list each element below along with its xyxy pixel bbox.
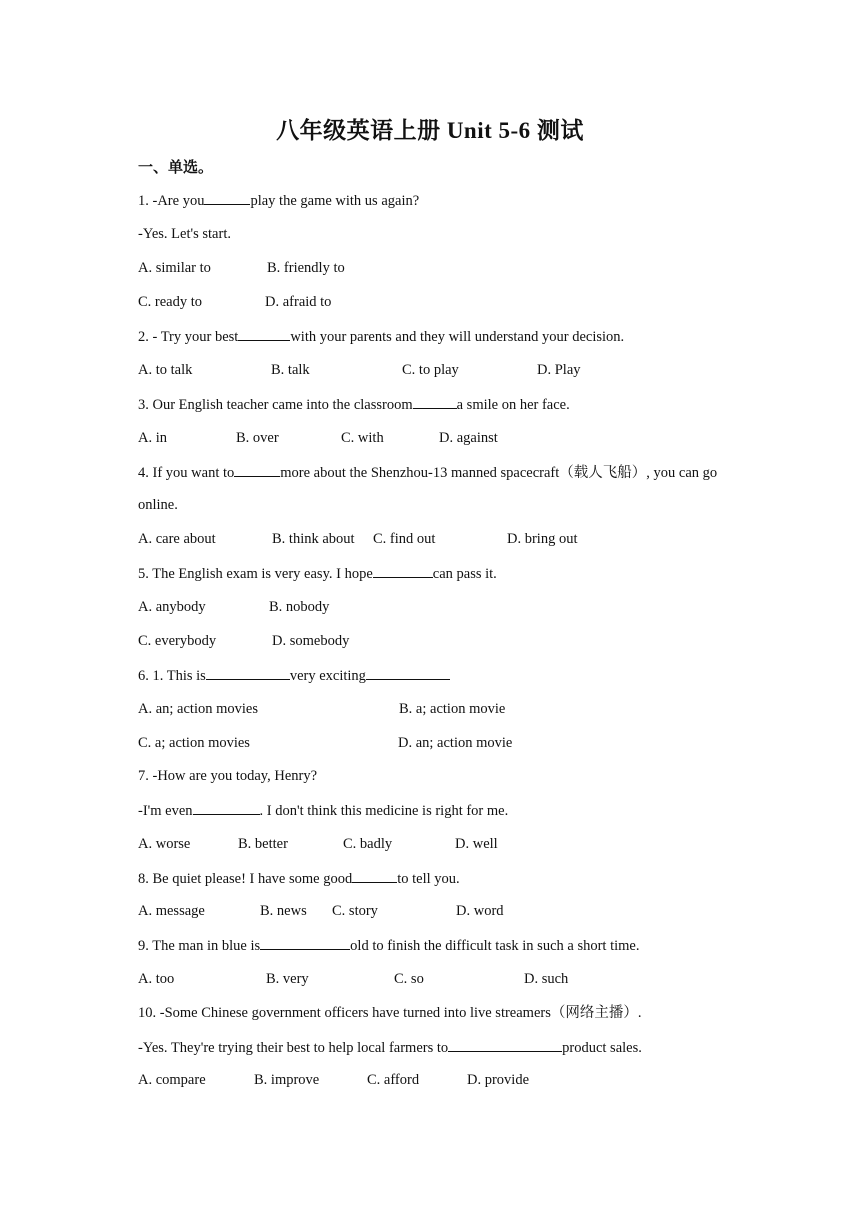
question-1-reply: -Yes. Let's start. [138, 226, 231, 242]
option-a: A. too [138, 971, 175, 987]
option-b: B. friendly to [267, 260, 345, 276]
question-text: very exciting [289, 668, 366, 684]
question-text: 3. Our English teacher came into the classroom [138, 397, 413, 413]
answer-blank [352, 868, 397, 883]
option-b: B. improve [254, 1072, 320, 1088]
answer-blank [206, 665, 290, 680]
option-a: A. worse [138, 836, 191, 852]
question-text: with your parents and they will understand your decision. [290, 329, 625, 345]
question-text: 6. 1. This is [138, 668, 206, 684]
question-10-reply [138, 1037, 642, 1058]
option-c: C. with [341, 430, 384, 446]
option-c: C. ready to [138, 294, 203, 310]
question-7-reply [138, 800, 508, 821]
option-b: B. news [260, 903, 307, 919]
question-2 [138, 326, 624, 347]
option-a: A. to talk [138, 362, 193, 378]
option-b: B. better [238, 836, 288, 852]
option-a: A. anybody [138, 599, 206, 615]
question-3 [138, 394, 570, 415]
question-text: can pass it. [432, 566, 497, 582]
option-d: D. well [455, 836, 498, 852]
option-c: C. find out [373, 531, 436, 547]
option-c: C. everybody [138, 633, 217, 649]
option-b: B. over [236, 430, 279, 446]
question-text: play the game with us again? [250, 193, 420, 209]
question-text: . I don't think this medicine is right for me. [259, 803, 509, 819]
question-text: a smile on her face. [456, 397, 570, 413]
question-text: 2. - Try your best [138, 329, 239, 345]
answer-blank [413, 394, 457, 409]
question-text: product sales. [562, 1040, 642, 1056]
answer-blank [373, 563, 433, 578]
option-a: A. compare [138, 1072, 206, 1088]
question-9 [138, 935, 639, 956]
question-text: -I'm even [138, 803, 193, 819]
question-6 [138, 665, 450, 686]
answer-blank [238, 326, 290, 341]
question-text: old to finish the difficult task in such a short time. [350, 938, 640, 954]
option-d: D. bring out [507, 531, 578, 547]
question-text: 9. The man in blue is [138, 938, 261, 954]
option-d: D. Play [537, 362, 581, 378]
question-text: -Yes. They're trying their best to help local farmers to [138, 1040, 449, 1056]
option-d: D. such [524, 971, 569, 987]
option-c: C. so [394, 971, 424, 987]
option-c: C. story [332, 903, 378, 919]
question-text: 1. -Are you [138, 193, 205, 209]
answer-blank [260, 935, 350, 950]
option-d: D. somebody [272, 633, 350, 649]
option-b: B. a; action movie [399, 701, 506, 717]
question-7: 7. -How are you today, Henry? [138, 768, 318, 784]
option-a: A. in [138, 430, 167, 446]
option-d: D. afraid to [265, 294, 332, 310]
option-c: C. badly [343, 836, 393, 852]
answer-blank [234, 462, 280, 477]
option-d: D. provide [467, 1072, 530, 1088]
option-b: B. talk [271, 362, 310, 378]
answer-blank [204, 190, 250, 205]
section-heading: 一、单选。 [138, 158, 214, 176]
option-a: A. message [138, 903, 205, 919]
option-a: A. an; action movies [138, 701, 259, 717]
question-1 [138, 190, 419, 211]
option-b: B. nobody [269, 599, 330, 615]
question-4-continued: online. [138, 497, 178, 513]
answer-blank [366, 665, 450, 680]
question-text: 4. If you want to [138, 465, 235, 481]
question-text: 5. The English exam is very easy. I hope [138, 566, 373, 582]
option-d: D. an; action movie [398, 735, 513, 751]
option-b: B. think about [272, 531, 355, 547]
question-text: to tell you. [397, 871, 460, 887]
option-c: C. to play [402, 362, 459, 378]
option-d: D. word [456, 903, 504, 919]
page-title: 八年级英语上册 Unit 5-6 测试 [276, 118, 584, 143]
question-4 [138, 462, 717, 483]
answer-blank [448, 1037, 562, 1052]
option-b: B. very [266, 971, 309, 987]
question-5 [138, 563, 497, 584]
option-a: A. similar to [138, 260, 211, 276]
option-c: C. afford [367, 1072, 420, 1088]
option-c: C. a; action movies [138, 735, 250, 751]
answer-blank [193, 800, 260, 815]
option-a: A. care about [138, 531, 216, 547]
option-d: D. against [439, 430, 498, 446]
question-8 [138, 868, 460, 889]
question-text: more about the Shenzhou-13 manned spacecraft（载人飞船）, you can go [280, 465, 718, 481]
question-10: 10. -Some Chinese government officers have turned into live streamers（网络主播）. [138, 1005, 642, 1021]
question-text: 8. Be quiet please! I have some good [138, 871, 353, 887]
